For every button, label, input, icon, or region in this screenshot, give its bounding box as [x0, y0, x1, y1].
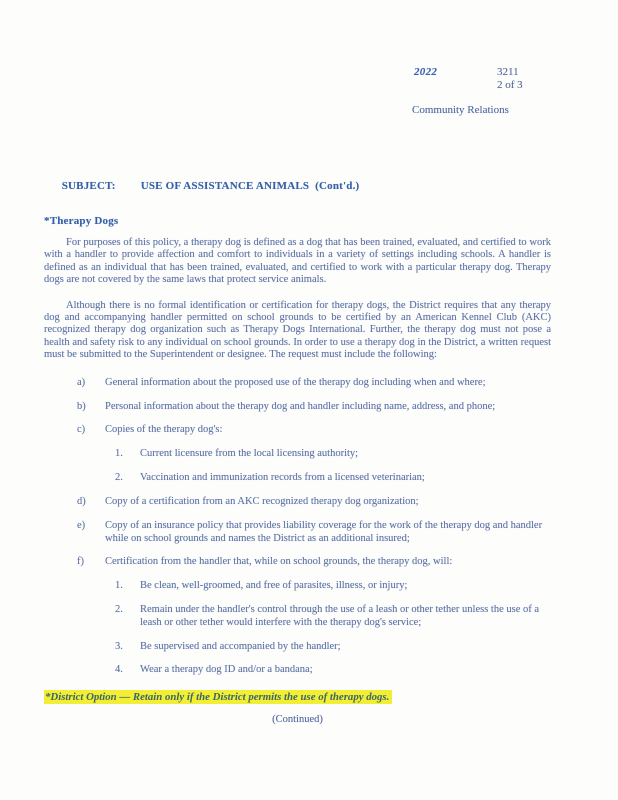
- list-item-f2-text: Remain under the handler's control through the use of a leash or other tether unless the use of a leash or other tether would interfere with the therapy dog's service;: [140, 604, 540, 628]
- list-item-c2-text: Vaccination and immunization records from a licensed veterinarian;: [140, 472, 425, 484]
- header-year: 2022: [414, 66, 438, 78]
- list-item-f-text: Certification from the handler that, while on school grounds, the therapy dog, will:: [105, 556, 453, 568]
- district-option-highlight: *District Option — Retain only if the District permits the use of therapy dogs.: [44, 690, 392, 704]
- list-item-f-marker: f): [77, 556, 84, 568]
- list-item-c1: [44, 448, 551, 460]
- list-item-f3: [44, 641, 551, 653]
- list-item-b: [44, 401, 551, 413]
- list-item-a-text: General information about the proposed use of the therapy dog including when and where;: [105, 376, 486, 388]
- list-item-f3-text: Be supervised and accompanied by the handler;: [140, 640, 341, 652]
- list-item-a-marker: a): [77, 376, 86, 388]
- list-item-f2: [44, 604, 551, 629]
- request-list: [44, 377, 551, 677]
- header-policy-number: 3211: [497, 66, 519, 78]
- header-page-count: 2 of 3: [497, 78, 523, 91]
- list-item-b-text: Personal information about the therapy dog and handler including name, address, and phone;: [105, 400, 496, 412]
- document-body: [44, 167, 551, 726]
- paragraph-definition: For purposes of this policy, a therapy dog is defined as a dog that has been trained, evaluated, and certified to work with a handler to provide affection and comfort to individuals in a variety of settings including schools. A handler is defined as an individual that has been trained, evaluated, and certified to work with a particular therapy dog. Therapy dogs are not covered by the same laws that protect service animals.: [44, 237, 551, 286]
- header-section: Community Relations: [412, 104, 509, 116]
- subject-label: SUBJECT:: [61, 180, 116, 192]
- header-policy-block: [497, 66, 523, 91]
- list-item-e: [44, 520, 551, 545]
- list-item-c1-marker: 1.: [115, 448, 123, 460]
- list-item-f4-text: Wear a therapy dog ID and/or a bandana;: [140, 664, 313, 676]
- list-item-a: [44, 377, 551, 389]
- continued-note: (Continued): [272, 713, 323, 725]
- list-item-d-marker: d): [77, 496, 86, 508]
- list-item-d: [44, 496, 551, 508]
- list-item-c1-text: Current licensure from the local licensing authority;: [140, 448, 359, 460]
- list-item-f3-marker: 3.: [115, 640, 123, 652]
- list-item-e-text: Copy of an insurance policy that provides liability coverage for the work of the therapy dog and handler while on school grounds and names the District as an additional insured;: [105, 520, 543, 544]
- district-option-note: [44, 690, 551, 705]
- list-item-c2-marker: 2.: [115, 472, 123, 484]
- list-item-c2: [44, 472, 551, 484]
- list-item-f1: [44, 580, 551, 592]
- list-item-f4: [44, 664, 551, 676]
- list-item-f4-marker: 4.: [115, 664, 123, 676]
- paragraph-requirements: Although there is no formal identification or certification for therapy dogs, the District requires that any therapy dog and accompanying handler permitted on school grounds to be certified by an American Kennel Club (AKC) recognized therapy dog organization such as Therapy Dogs International. Further, the therapy dog must not pose a health and safety risk to any individual on school grounds. In order to use a therapy dog in the District, a written request must be submitted to the Superintendent or designee. The request must include the following:: [44, 299, 551, 361]
- list-item-f2-marker: 2.: [115, 604, 123, 616]
- subject-line: [44, 167, 551, 206]
- list-item-c-marker: c): [77, 424, 86, 436]
- list-item-d-text: Copy of a certification from an AKC recognized therapy dog organization;: [105, 496, 419, 508]
- list-item-f1-text: Be clean, well-groomed, and free of parasites, illness, or injury;: [140, 580, 408, 592]
- subject-title: USE OF ASSISTANCE ANIMALS (Cont'd.): [140, 180, 360, 192]
- list-item-e-marker: e): [77, 520, 86, 532]
- list-item-f1-marker: 1.: [115, 580, 123, 592]
- list-item-f: [44, 556, 551, 568]
- list-item-b-marker: b): [77, 400, 86, 412]
- list-item-c-text: Copies of the therapy dog's:: [105, 424, 223, 436]
- list-item-c: [44, 424, 551, 436]
- therapy-dogs-heading: *Therapy Dogs: [44, 215, 119, 227]
